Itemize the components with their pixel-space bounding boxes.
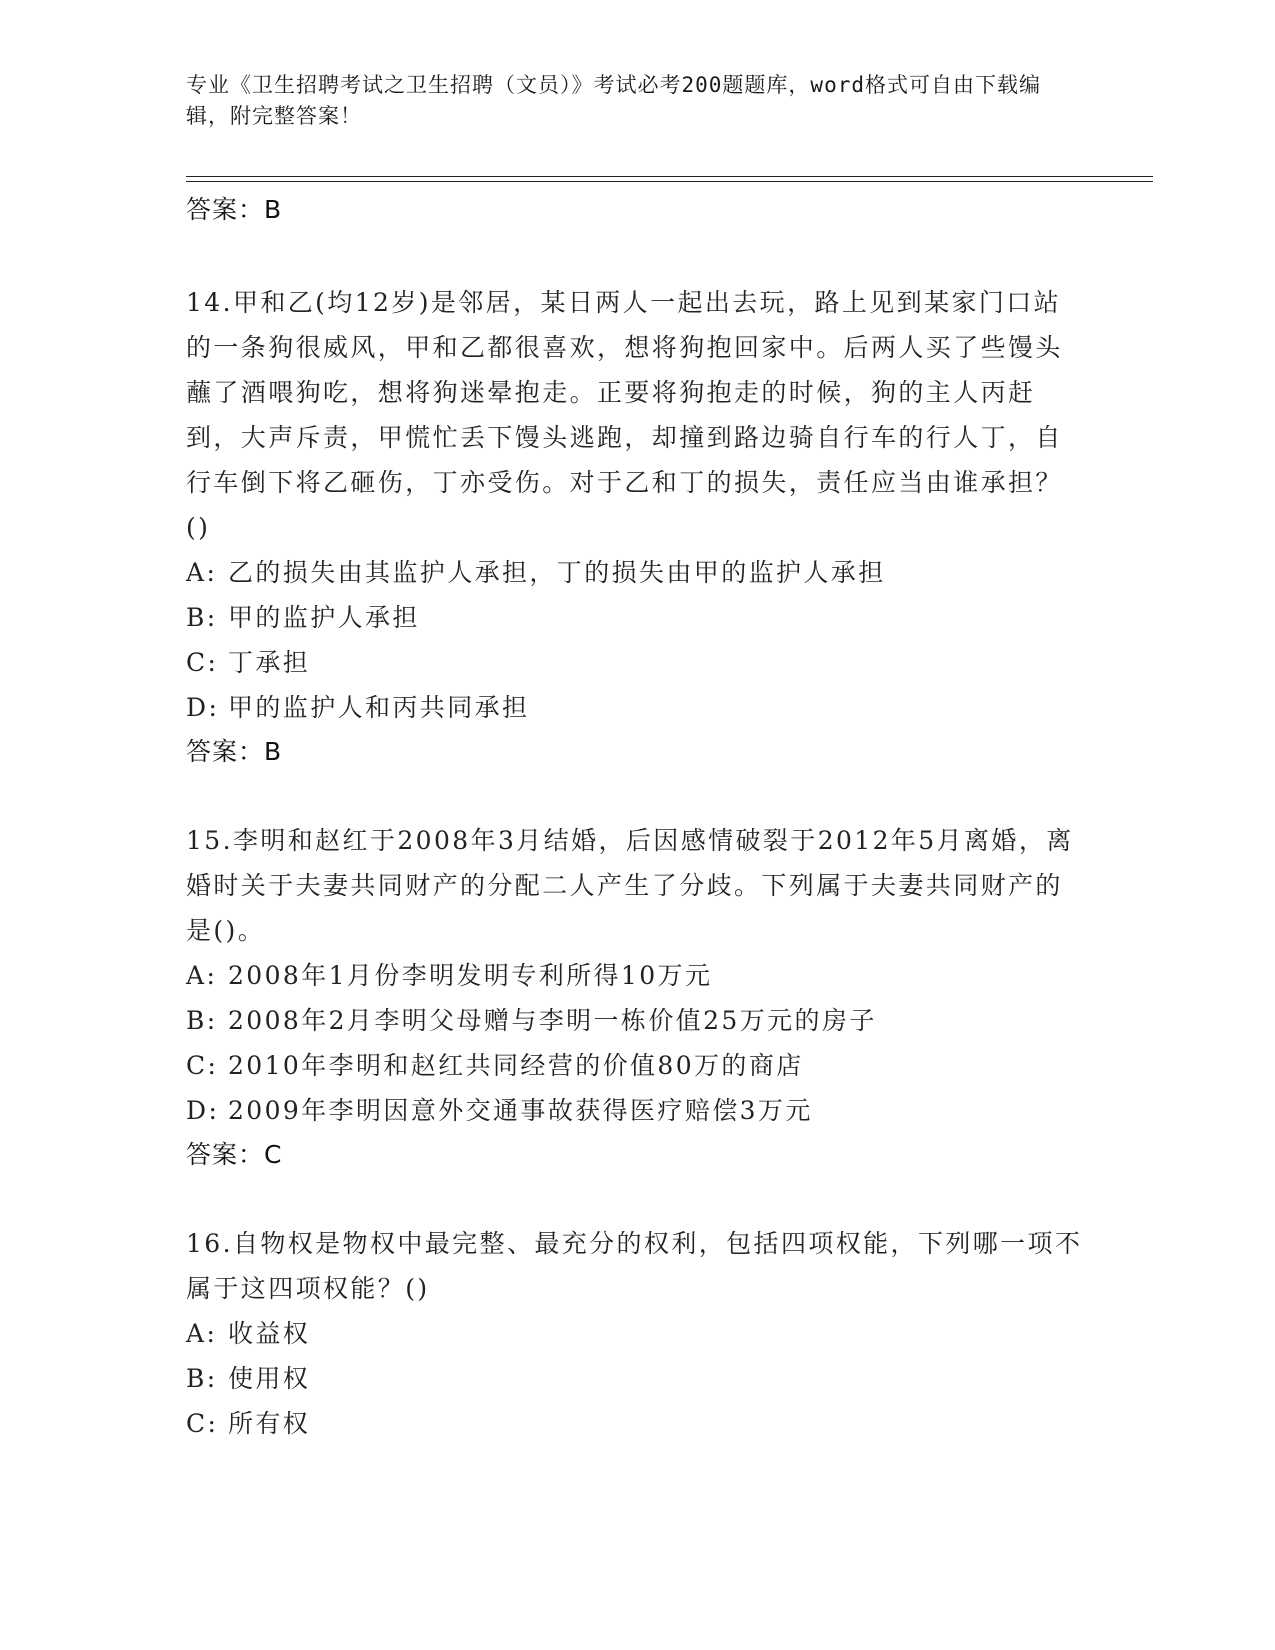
- option-text: 2010年李明和赵红共同经营的价值80万的商店: [228, 1051, 804, 1080]
- option-text: 丁承担: [228, 648, 311, 677]
- option-letter: B:: [186, 603, 218, 632]
- option-letter: C:: [186, 1051, 219, 1080]
- option-c: [186, 1401, 1086, 1446]
- option-a: [186, 550, 1086, 595]
- question-16: [186, 1221, 1086, 1446]
- option-text: 甲的监护人和丙共同承担: [228, 693, 530, 722]
- question-15: [186, 818, 1086, 1183]
- option-text: 乙的损失由其监护人承担，丁的损失由甲的监护人承担: [228, 558, 886, 587]
- option-letter: B:: [186, 1006, 218, 1035]
- option-b: [186, 595, 1086, 640]
- option-a: [186, 1311, 1086, 1356]
- question-text: 15.李明和赵红于2008年3月结婚，后因感情破裂于2012年5月离婚，离婚时关于夫妻共同财产的分配二人产生了分歧。下列属于夫妻共同财产的是()。: [186, 826, 1074, 945]
- option-text: 收益权: [228, 1319, 311, 1348]
- option-c: [186, 1043, 1086, 1088]
- option-letter: D:: [186, 693, 220, 722]
- option-letter: A:: [186, 1319, 218, 1348]
- header-divider-bottom: [186, 181, 1153, 182]
- answer-line: 答案：C: [186, 1140, 283, 1169]
- answer-line: 答案：B: [186, 737, 283, 766]
- option-letter: A:: [186, 961, 218, 990]
- option-text: 2009年李明因意外交通事故获得医疗赔偿3万元: [228, 1096, 813, 1125]
- option-b: [186, 998, 1086, 1043]
- option-a: [186, 953, 1086, 998]
- document-content: [186, 188, 1086, 1446]
- page-header: 专业《卫生招聘考试之卫生招聘（文员）》考试必考200题题库，word格式可自由下载编辑，附完整答案！: [186, 73, 1041, 128]
- option-letter: B:: [186, 1364, 218, 1393]
- option-letter: C:: [186, 648, 219, 677]
- option-text: 使用权: [228, 1364, 311, 1393]
- header-divider-top: [186, 176, 1153, 177]
- option-letter: D:: [186, 1096, 220, 1125]
- answer-line: 答案：B: [186, 195, 283, 224]
- option-d: [186, 1088, 1086, 1133]
- question-text: 16.自物权是物权中最完整、最充分的权利，包括四项权能，下列哪一项不属于这四项权能？(): [186, 1229, 1083, 1303]
- option-c: [186, 640, 1086, 685]
- question-14: [186, 280, 1086, 780]
- option-letter: A:: [186, 558, 218, 587]
- option-text: 甲的监护人承担: [228, 603, 420, 632]
- option-letter: C:: [186, 1409, 219, 1438]
- option-d: [186, 685, 1086, 730]
- option-text: 2008年1月份李明发明专利所得10万元: [228, 961, 713, 990]
- option-b: [186, 1356, 1086, 1401]
- option-text: 所有权: [228, 1409, 311, 1438]
- option-text: 2008年2月李明父母赠与李明一栋价值25万元的房子: [228, 1006, 877, 1035]
- question-text: 14.甲和乙(均12岁)是邻居，某日两人一起出去玩，路上见到某家门口站的一条狗很威风，甲和乙都很喜欢，想将狗抱回家中。后两人买了些馒头蘸了酒喂狗吃，想将狗迷晕抱走。正要将狗抱走的时候，狗的主人丙赶到，大声斥责，甲慌忙丢下馒头逃跑，却撞到路边骑自行车的行人丁，自行车倒下将乙砸伤，丁亦受伤。对于乙和丁的损失，责任应当由谁承担？(): [186, 288, 1063, 542]
